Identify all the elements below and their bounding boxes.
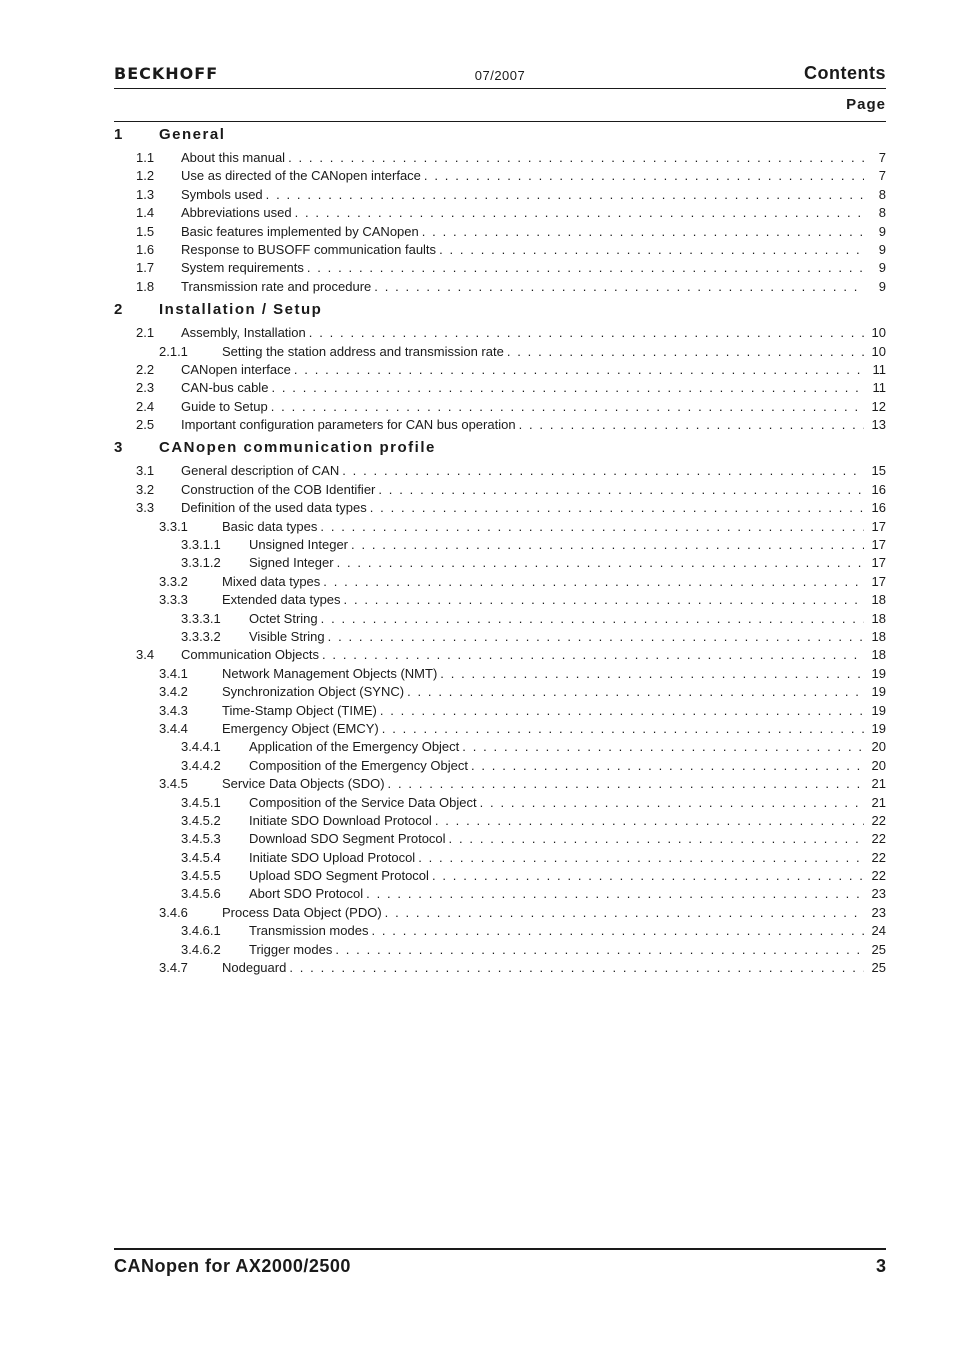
toc-entry-number: 2.1 bbox=[136, 325, 155, 341]
toc-entry-title: Network Management Objects (NMT) bbox=[222, 665, 438, 681]
toc-entry-title: Guide to Setup bbox=[181, 398, 268, 414]
toc-entry-number: 3.3.1.1 bbox=[181, 537, 221, 553]
toc-entry-title: Time-Stamp Object (TIME) bbox=[222, 702, 377, 718]
toc-entry-title: Trigger modes bbox=[249, 941, 333, 957]
toc-entry-page: 23 bbox=[871, 904, 886, 920]
toc-entry-page: 9 bbox=[878, 260, 886, 276]
toc-entry-number: 3.4.5.6 bbox=[181, 886, 221, 902]
toc-entry[interactable] bbox=[114, 187, 886, 205]
toc-leader-dots bbox=[374, 279, 864, 294]
toc-entry[interactable] bbox=[114, 739, 886, 757]
toc-entry-title: Setting the station address and transmission rate bbox=[222, 343, 504, 359]
footer-title: CANopen for AX2000/2500 bbox=[114, 1256, 351, 1276]
toc-entry-page: 22 bbox=[871, 812, 886, 828]
toc-entry-page: 8 bbox=[878, 205, 886, 221]
toc-entry[interactable] bbox=[114, 205, 886, 223]
toc-entry-page: 19 bbox=[871, 720, 886, 736]
toc-leader-dots bbox=[321, 611, 864, 626]
toc-leader-dots bbox=[322, 647, 864, 662]
toc-entry[interactable] bbox=[114, 150, 886, 168]
toc-entry[interactable] bbox=[114, 519, 886, 537]
document-date: 07/2007 bbox=[474, 68, 526, 83]
toc-leader-dots bbox=[407, 684, 864, 699]
toc-entry-title: Basic features implemented by CANopen bbox=[181, 223, 419, 239]
toc-leader-dots bbox=[388, 776, 864, 791]
toc-entry-number: 3.4.4.1 bbox=[181, 739, 221, 755]
toc-entry-number: 3.4.5.5 bbox=[181, 868, 221, 884]
toc-entry-page: 24 bbox=[871, 923, 886, 939]
toc-entry-title: Extended data types bbox=[222, 592, 341, 608]
toc-entry-page: 7 bbox=[878, 150, 886, 165]
toc-entry[interactable] bbox=[114, 574, 886, 592]
toc-entry-number: 3.4.5.1 bbox=[181, 794, 221, 810]
toc-entry[interactable] bbox=[114, 279, 886, 297]
toc-entry-page: 18 bbox=[871, 592, 886, 608]
toc-entry-title: CAN-bus cable bbox=[181, 380, 269, 396]
header-divider bbox=[114, 121, 886, 122]
toc-leader-dots bbox=[380, 703, 864, 718]
toc-leader-dots bbox=[271, 380, 864, 395]
toc-leader-dots bbox=[294, 362, 864, 377]
toc-entry-page: 17 bbox=[871, 555, 886, 571]
toc-entry[interactable] bbox=[114, 482, 886, 500]
toc-entry[interactable] bbox=[114, 224, 886, 242]
toc-leader-dots bbox=[370, 500, 864, 515]
toc-entry-title: System requirements bbox=[181, 260, 304, 276]
toc-entry-page: 17 bbox=[871, 573, 886, 589]
toc-section[interactable] bbox=[114, 439, 886, 463]
toc-entry-title: About this manual bbox=[181, 150, 286, 165]
toc-entry-number: 3.4 bbox=[136, 647, 155, 663]
toc-entry-number: 3.3.3.1 bbox=[181, 610, 221, 626]
toc-entry[interactable] bbox=[114, 923, 886, 941]
toc-entry[interactable] bbox=[114, 362, 886, 380]
toc-entry-number: 1.8 bbox=[136, 278, 155, 294]
toc-entry[interactable] bbox=[114, 168, 886, 186]
toc-entry-title: Composition of the Service Data Object bbox=[249, 794, 477, 810]
toc-entry-page: 11 bbox=[872, 361, 886, 377]
toc-leader-dots bbox=[462, 739, 864, 754]
toc-entry-number: 2.1.1 bbox=[159, 343, 188, 359]
toc-entry[interactable] bbox=[114, 380, 886, 398]
toc-leader-dots bbox=[519, 417, 864, 432]
toc-entry[interactable] bbox=[114, 399, 886, 417]
toc-entry-number: 3.3.1.2 bbox=[181, 555, 221, 571]
toc-entry[interactable] bbox=[114, 537, 886, 555]
toc-entry-title: Initiate SDO Upload Protocol bbox=[249, 849, 416, 865]
toc-leader-dots bbox=[289, 960, 864, 975]
toc-leader-dots bbox=[328, 629, 864, 644]
toc-leader-dots bbox=[266, 187, 864, 202]
toc-entry-number: 3.4.6.2 bbox=[181, 941, 221, 957]
toc-entry-number: 3.4.5.2 bbox=[181, 812, 221, 828]
toc-entry-title: Symbols used bbox=[181, 186, 263, 202]
toc-entry-page: 21 bbox=[871, 794, 886, 810]
page-title: Contents bbox=[804, 63, 886, 83]
toc-entry-page: 25 bbox=[871, 941, 886, 957]
toc-leader-dots bbox=[366, 886, 864, 901]
toc-entry-title: Communication Objects bbox=[181, 647, 319, 663]
toc-section[interactable] bbox=[114, 126, 886, 150]
toc-entry-title: Octet String bbox=[249, 610, 318, 626]
page-column-label: Page bbox=[846, 96, 886, 113]
toc-entry-number: 2.3 bbox=[136, 380, 155, 396]
table-of-contents bbox=[114, 126, 886, 978]
toc-leader-dots bbox=[335, 942, 864, 957]
toc-entry[interactable] bbox=[114, 647, 886, 665]
page-header bbox=[114, 60, 886, 89]
toc-leader-dots bbox=[432, 868, 864, 883]
toc-leader-dots bbox=[507, 344, 864, 359]
toc-entry-number: 3.4.5 bbox=[159, 776, 188, 792]
toc-entry-page: 13 bbox=[871, 417, 886, 433]
toc-leader-dots bbox=[480, 795, 864, 810]
toc-entry-page: 11 bbox=[872, 380, 886, 396]
toc-section[interactable] bbox=[114, 301, 886, 325]
toc-entry-page: 19 bbox=[871, 665, 886, 681]
toc-leader-dots bbox=[378, 482, 864, 497]
toc-entry-page: 23 bbox=[871, 886, 886, 902]
toc-entry-page: 9 bbox=[878, 241, 886, 257]
toc-entry[interactable] bbox=[114, 684, 886, 702]
toc-entry-page: 16 bbox=[871, 481, 886, 497]
toc-entry-title: Construction of the COB Identifier bbox=[181, 481, 376, 497]
toc-entry-title: Use as directed of the CANopen interface bbox=[181, 168, 421, 184]
toc-leader-dots bbox=[418, 850, 864, 865]
toc-entry-number: 3.4.6.1 bbox=[181, 923, 221, 939]
toc-entry-page: 18 bbox=[871, 628, 886, 644]
toc-entry-title: General description of CAN bbox=[181, 463, 340, 479]
toc-entry[interactable] bbox=[114, 905, 886, 923]
toc-entry-title: Synchronization Object (SYNC) bbox=[222, 684, 405, 700]
toc-entry-page: 22 bbox=[871, 868, 886, 884]
toc-entry-number: 1.5 bbox=[136, 223, 155, 239]
toc-entry[interactable] bbox=[114, 629, 886, 647]
toc-leader-dots bbox=[288, 150, 864, 165]
toc-entry-page: 17 bbox=[871, 518, 886, 534]
toc-leader-dots bbox=[342, 463, 864, 478]
toc-entry-number: 1.6 bbox=[136, 241, 155, 257]
toc-entry[interactable] bbox=[114, 463, 886, 481]
toc-entry-title: Process Data Object (PDO) bbox=[222, 904, 382, 920]
toc-entry-number: 3.4.5.3 bbox=[181, 831, 221, 847]
toc-entry-page: 10 bbox=[871, 343, 886, 359]
toc-entry-number: 1.3 bbox=[136, 186, 155, 202]
toc-entry[interactable] bbox=[114, 344, 886, 362]
toc-entry-number: 3.4.4 bbox=[159, 720, 188, 736]
toc-entry[interactable] bbox=[114, 776, 886, 794]
toc-entry[interactable] bbox=[114, 260, 886, 278]
toc-entry[interactable] bbox=[114, 325, 886, 343]
toc-entry-page: 25 bbox=[871, 960, 886, 976]
toc-entry[interactable] bbox=[114, 868, 886, 886]
toc-entry-page: 20 bbox=[871, 739, 886, 755]
toc-entry-title: Important configuration parameters for CAN bus operation bbox=[181, 417, 516, 433]
toc-leader-dots bbox=[471, 758, 864, 773]
toc-entry-title: Unsigned Integer bbox=[249, 537, 349, 553]
toc-entry-page: 18 bbox=[871, 610, 886, 626]
toc-entry-number: 3.4.1 bbox=[159, 665, 188, 681]
toc-entry[interactable] bbox=[114, 611, 886, 629]
toc-entry-page: 22 bbox=[871, 849, 886, 865]
toc-leader-dots bbox=[385, 905, 864, 920]
toc-entry[interactable] bbox=[114, 813, 886, 831]
toc-entry-page: 7 bbox=[878, 168, 886, 184]
toc-entry-page: 8 bbox=[878, 186, 886, 202]
toc-leader-dots bbox=[309, 325, 864, 340]
toc-leader-dots bbox=[449, 831, 864, 846]
toc-leader-dots bbox=[422, 224, 864, 239]
toc-leader-dots bbox=[439, 242, 864, 257]
toc-leader-dots bbox=[295, 205, 864, 220]
toc-entry-title: Response to BUSOFF communication faults bbox=[181, 241, 437, 257]
toc-entry-number: 3.1 bbox=[136, 463, 155, 479]
toc-entry-title: Visible String bbox=[249, 628, 325, 644]
toc-leader-dots bbox=[351, 537, 864, 552]
toc-entry-number: 1.4 bbox=[136, 205, 155, 221]
toc-entry-title: Definition of the used data types bbox=[181, 500, 367, 516]
toc-entry-title: Abbreviations used bbox=[181, 205, 292, 221]
toc-entry-number: 3.3.2 bbox=[159, 573, 188, 589]
toc-entry-title: Initiate SDO Download Protocol bbox=[249, 812, 432, 828]
toc-entry[interactable] bbox=[114, 417, 886, 435]
toc-leader-dots bbox=[424, 168, 864, 183]
toc-leader-dots bbox=[435, 813, 864, 828]
toc-entry-title: Application of the Emergency Object bbox=[249, 739, 460, 755]
toc-section-title: General bbox=[159, 126, 226, 143]
toc-entry-page: 19 bbox=[871, 684, 886, 700]
toc-entry[interactable] bbox=[114, 555, 886, 573]
toc-leader-dots bbox=[271, 399, 864, 414]
toc-entry[interactable] bbox=[114, 942, 886, 960]
toc-entry-page: 9 bbox=[878, 223, 886, 239]
toc-entry-number: 3.3.3.2 bbox=[181, 628, 221, 644]
toc-entry-number: 3.3.1 bbox=[159, 518, 188, 534]
toc-entry-page: 16 bbox=[871, 500, 886, 516]
toc-leader-dots bbox=[382, 721, 864, 736]
toc-entry[interactable] bbox=[114, 242, 886, 260]
toc-entry-title: Service Data Objects (SDO) bbox=[222, 776, 385, 792]
toc-section-number: 1 bbox=[114, 126, 124, 143]
toc-entry[interactable] bbox=[114, 886, 886, 904]
toc-entry-number: 3.4.4.2 bbox=[181, 757, 221, 773]
toc-leader-dots bbox=[440, 666, 864, 681]
toc-entry-title: Composition of the Emergency Object bbox=[249, 757, 468, 773]
toc-entry-number: 3.3 bbox=[136, 500, 155, 516]
toc-entry[interactable] bbox=[114, 831, 886, 849]
toc-entry-title: Nodeguard bbox=[222, 960, 287, 976]
toc-section-number: 3 bbox=[114, 439, 124, 457]
toc-section-number: 2 bbox=[114, 301, 124, 319]
toc-entry-number: 3.4.3 bbox=[159, 702, 188, 718]
toc-entry-page: 17 bbox=[871, 537, 886, 553]
toc-entry-title: CANopen interface bbox=[181, 361, 291, 377]
toc-entry-title: Transmission modes bbox=[249, 923, 369, 939]
toc-entry-title: Abort SDO Protocol bbox=[249, 886, 364, 902]
toc-entry-title: Assembly, Installation bbox=[181, 325, 306, 341]
toc-entry-title: Download SDO Segment Protocol bbox=[249, 831, 446, 847]
toc-entry-number: 3.4.5.4 bbox=[181, 849, 221, 865]
toc-section-title: CANopen communication profile bbox=[159, 439, 436, 457]
toc-leader-dots bbox=[371, 923, 864, 938]
toc-entry-title: Signed Integer bbox=[249, 555, 334, 571]
toc-entry-page: 21 bbox=[871, 776, 886, 792]
toc-entry-title: Mixed data types bbox=[222, 573, 321, 589]
toc-entry-page: 19 bbox=[871, 702, 886, 718]
toc-section-title: Installation / Setup bbox=[159, 301, 323, 319]
toc-entry-page: 9 bbox=[878, 278, 886, 294]
toc-entry-title: Upload SDO Segment Protocol bbox=[249, 868, 429, 884]
toc-entry-number: 1.7 bbox=[136, 260, 155, 276]
toc-entry[interactable] bbox=[114, 703, 886, 721]
toc-entry-title: Emergency Object (EMCY) bbox=[222, 720, 379, 736]
toc-entry-number: 2.4 bbox=[136, 398, 155, 414]
toc-entry[interactable] bbox=[114, 795, 886, 813]
toc-leader-dots bbox=[320, 519, 864, 534]
toc-entry-page: 22 bbox=[871, 831, 886, 847]
toc-leader-dots bbox=[307, 260, 864, 275]
toc-entry[interactable] bbox=[114, 666, 886, 684]
toc-entry[interactable] bbox=[114, 758, 886, 776]
toc-entry-title: Basic data types bbox=[222, 518, 318, 534]
toc-entry[interactable] bbox=[114, 592, 886, 610]
toc-entry-number: 1.2 bbox=[136, 168, 155, 184]
toc-entry-number: 2.2 bbox=[136, 361, 155, 377]
toc-entry-page: 10 bbox=[871, 325, 886, 341]
toc-entry-number: 3.4.6 bbox=[159, 904, 188, 920]
toc-entry-page: 18 bbox=[871, 647, 886, 663]
toc-entry[interactable] bbox=[114, 500, 886, 518]
toc-entry-page: 15 bbox=[871, 463, 886, 479]
footer-page-number: 3 bbox=[875, 1256, 886, 1276]
toc-entry-title: Transmission rate and procedure bbox=[181, 278, 372, 294]
toc-entry-page: 20 bbox=[871, 757, 886, 773]
brand-logo: BECKHOFF bbox=[114, 64, 219, 83]
toc-entry-number: 3.4.2 bbox=[159, 684, 188, 700]
toc-entry-page: 12 bbox=[871, 398, 886, 414]
toc-entry-number: 3.4.7 bbox=[159, 960, 188, 976]
toc-entry-number: 1.1 bbox=[136, 150, 155, 165]
toc-leader-dots bbox=[337, 555, 864, 570]
footer-divider bbox=[114, 1248, 886, 1250]
toc-leader-dots bbox=[323, 574, 864, 589]
toc-entry[interactable] bbox=[114, 721, 886, 739]
toc-entry-number: 2.5 bbox=[136, 417, 155, 433]
toc-entry-number: 3.2 bbox=[136, 481, 155, 497]
toc-entry[interactable] bbox=[114, 850, 886, 868]
toc-leader-dots bbox=[344, 592, 864, 607]
toc-entry[interactable] bbox=[114, 960, 886, 978]
toc-entry-number: 3.3.3 bbox=[159, 592, 188, 608]
